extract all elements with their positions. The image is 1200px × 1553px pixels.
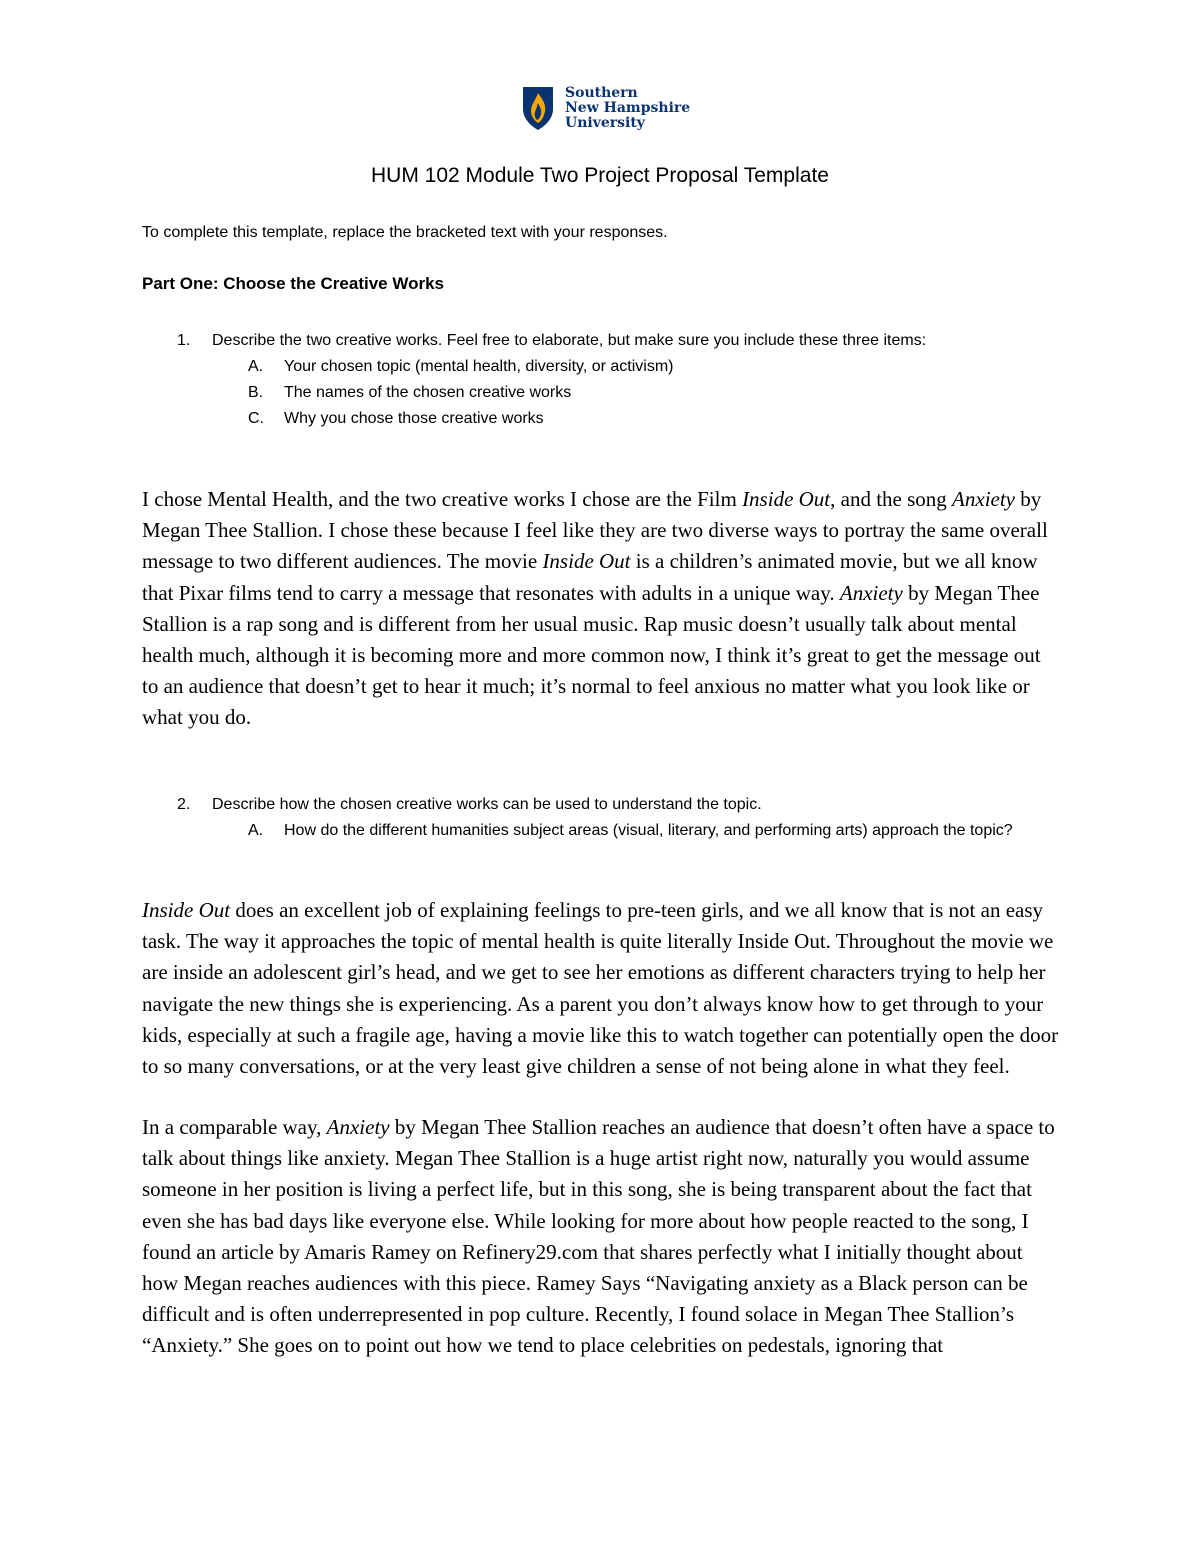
answer-text: by Megan Thee Stallion is a rap song and is different from her usual music. Rap music doesn’t usually talk about mental health much, although it is becoming more and more common now, I think it’s great to get the message out to an audience that doesn’t get to hear it much; it’s normal to feel anxious no matter what you look like or what you do. — [142, 580, 1041, 730]
prompt-item-letter: B. — [248, 384, 264, 401]
prompt-item-letter: A. — [248, 358, 264, 375]
prompt-1 — [177, 328, 1062, 432]
prompt-text: Describe the two creative works. Feel free to elaborate, but make sure you include these three items: — [212, 332, 927, 349]
prompt-item-letter: A. — [248, 822, 264, 839]
prompt-item-text: Why you chose those creative works — [284, 410, 544, 427]
logo-wordmark — [565, 86, 690, 131]
prompt-number: 2. — [177, 796, 191, 813]
work-title: Anxiety — [839, 580, 903, 605]
prompt-item-text: The names of the chosen creative works — [284, 384, 572, 401]
prompt-number: 1. — [177, 332, 191, 349]
logo-line-1: Southern — [565, 84, 638, 101]
work-title: Inside Out — [542, 549, 631, 574]
shield-flame-icon — [521, 85, 555, 131]
university-logo — [521, 84, 690, 132]
work-title: Inside Out — [142, 898, 231, 922]
prompt-item — [248, 354, 1062, 380]
answer-text: I chose Mental Health, and the two creative works I chose are the Film — [142, 487, 743, 511]
answer-text: is a children’s animated movie, but we all know that Pixar films tend to carry a message that resonates with adults in a unique way. — [142, 549, 1038, 605]
work-title: Anxiety — [952, 487, 1016, 511]
answer-text: by Megan Thee Stallion. I chose these because I feel like they are two diverse ways to portray the same overall message to two different audiences. The movie — [142, 487, 1048, 574]
document-title: HUM 102 Module Two Project Proposal Template — [371, 164, 829, 187]
answer-text: , and the song — [830, 487, 953, 511]
logo-line-2: New Hampshire — [565, 99, 691, 116]
answer-1-paragraph — [142, 484, 1062, 734]
prompt-item — [248, 380, 1062, 406]
logo-line-3: University — [565, 114, 645, 131]
prompt-item — [248, 406, 1062, 432]
answer-3-paragraph — [142, 1112, 1062, 1362]
prompt-item-text: Your chosen topic (mental health, diversity, or activism) — [284, 358, 674, 375]
prompt-item — [248, 818, 1062, 844]
prompt-item-text: How do the different humanities subject areas (visual, literary, and performing arts) approach the topic? — [284, 822, 1013, 839]
work-title: Inside Out — [742, 487, 831, 511]
work-title: Anxiety — [326, 1115, 390, 1139]
part-one-heading: Part One: Choose the Creative Works — [142, 274, 444, 293]
answer-text: by Megan Thee Stallion reaches an audience that doesn’t often have a space to talk about things like anxiety. Megan Thee Stallion is a huge artist right now, naturally you would assume someone in her position is living a perfect life, but in this song, she is being transparent about the fact that even she has bad days like everyone else. While looking for more about how people reacted to the song, I found an article by Amaris Ramey on Refinery29.com that shares perfectly what I initially thought about how Megan reaches audiences with this piece. Ramey Says “Navigating anxiety as a Black person can be difficult and is often underrepresented in pop culture. Recently, I found solace in Megan Thee Stallion’s “Anxiety.” She goes on to point out how we tend to place celebrities on pedestals, ignoring that — [142, 1115, 1055, 1358]
answer-text: In a comparable way, — [142, 1115, 327, 1139]
prompt-item-letter: C. — [248, 410, 264, 427]
answer-text: does an excellent job of explaining feelings to pre-teen girls, and we all know that is not an easy task. The way it approaches the topic of mental health is quite literally Inside Out. Throughout the movie we are inside an adolescent girl’s head, and we get to see her emotions as different characters trying to help her navigate the new things she is experiencing. As a parent you don’t always know how to get through to your kids, especially at such a fragile age, having a movie like this to watch together can potentially open the door to so many conversations, or at the very least give children a sense of not being alone in what they feel. — [142, 898, 1059, 1079]
prompt-2 — [177, 792, 1062, 844]
prompt-text: Describe how the chosen creative works can be used to understand the topic. — [212, 796, 762, 813]
instructions-text: To complete this template, replace the bracketed text with your responses. — [142, 224, 668, 241]
answer-2-paragraph — [142, 895, 1062, 1082]
